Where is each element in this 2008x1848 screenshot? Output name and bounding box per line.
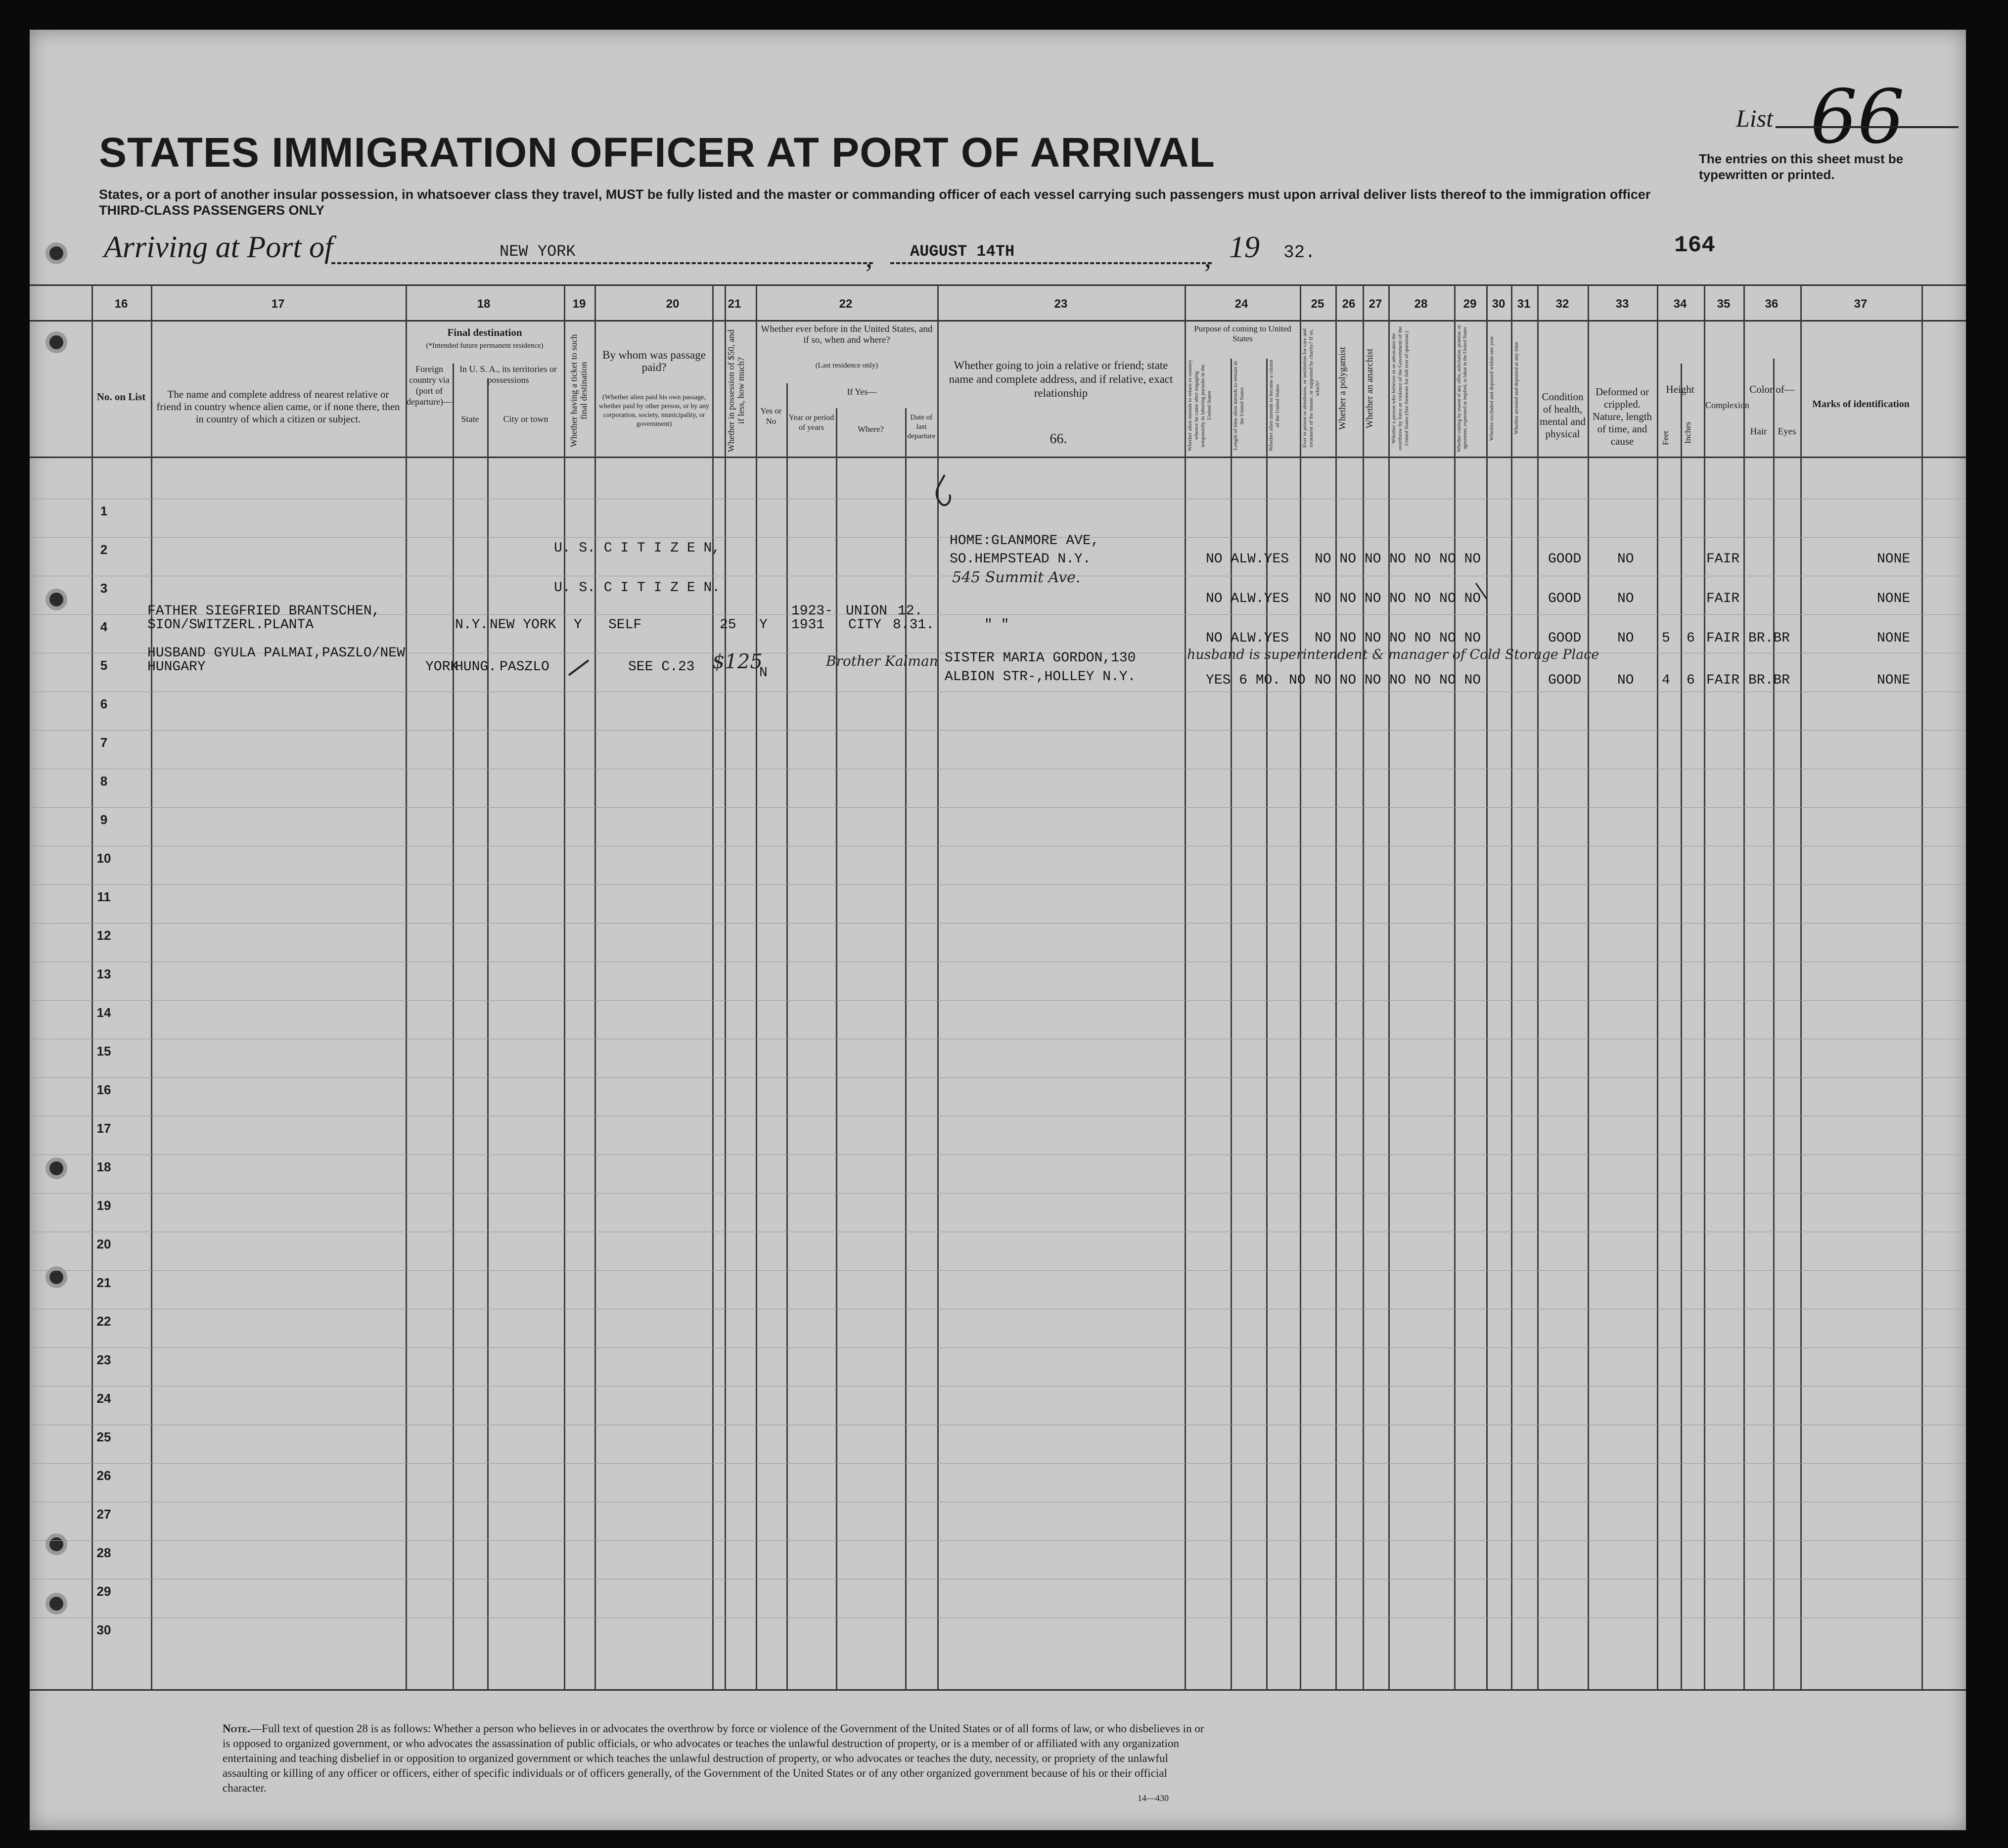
table-row: 6 bbox=[1687, 673, 1695, 688]
table-row: N.Y. bbox=[455, 617, 489, 633]
handwritten-note: 545 Summit Ave. bbox=[952, 569, 1081, 586]
header-year-period: Year or period of years bbox=[788, 414, 834, 432]
row-number: 23 bbox=[96, 1352, 111, 1367]
header-marks: Marks of identification bbox=[1812, 399, 1910, 410]
table-row: FAIR bbox=[1706, 591, 1740, 606]
header-excluded: Whether excluded and deported within one year bbox=[1489, 336, 1495, 441]
header-labor-offer: Whether coming by reason of any offer, solicitation, promise, or agreement, expressed or implied, to labor in the United States bbox=[1457, 324, 1468, 452]
footnote-text: —Full text of question 28 is as follows: Whether a person who believes in or advocates the overthrow by force or violence of the Government of the United States or of all forms of law, or who disbelieves in or is opposed to organized government, or who advocates the assassination of public officials, or who advocates or teaches the unlawful destruction of property, or is a member of or affiliated with any organization entertaining and teaching disbelief in or opposition to organized government or which teaches the unlawful destruction of property, or who advocates or teaches the duty, necessity, or propriety of the unlawful assaulting or killing of any officer or officers, either of specific individuals or of officers generally, of the Government of the United States or of any other organized government because of his or their official character. bbox=[223, 1722, 1204, 1794]
header-final-destination: Final destination bbox=[447, 326, 522, 338]
list-underline bbox=[1776, 126, 1959, 128]
table-row: SISTER MARIA GORDON,130 bbox=[945, 650, 1136, 666]
table-row: FATHER SIEGFRIED BRANTSCHEN, bbox=[147, 603, 380, 619]
row-number: 25 bbox=[96, 1430, 111, 1444]
header-eyes: Eyes bbox=[1778, 426, 1796, 437]
manifest-sheet bbox=[30, 30, 1966, 1830]
table-top-rule bbox=[30, 284, 1966, 286]
row-number: 5 bbox=[100, 658, 108, 673]
table-row: YORK bbox=[425, 659, 459, 675]
column-number: 18 bbox=[477, 297, 491, 311]
table-row: HOME:GLANMORE AVE, bbox=[950, 533, 1099, 549]
table-row: FAIR bbox=[1706, 552, 1740, 567]
manifest-table bbox=[30, 284, 1966, 1709]
table-row: BR.BR bbox=[1748, 673, 1790, 688]
header-in-usa: In U. S. A., its territories or possessions bbox=[459, 364, 557, 385]
row-number: 27 bbox=[96, 1507, 111, 1522]
header-if-yes: If Yes— bbox=[847, 387, 877, 397]
table-row: NONE bbox=[1877, 552, 1911, 567]
column-number: 26 bbox=[1342, 297, 1356, 311]
header-ticket: Whether having a ticket to such final destination bbox=[569, 334, 589, 448]
header-feet: Feet bbox=[1661, 430, 1670, 445]
column-number: 32 bbox=[1555, 297, 1569, 311]
column-number: 29 bbox=[1463, 297, 1477, 311]
column-number: 30 bbox=[1492, 297, 1506, 311]
header-bottom-rule bbox=[30, 457, 1966, 458]
row-rule bbox=[30, 1463, 1966, 1464]
header-purpose-length: Length of time alien intends to remain in the United States bbox=[1232, 361, 1245, 450]
row-rule bbox=[30, 1077, 1966, 1078]
table-row: N bbox=[759, 665, 768, 681]
column-number: 28 bbox=[1414, 297, 1428, 311]
table-row: Y bbox=[574, 617, 582, 633]
table-row: GOOD bbox=[1548, 552, 1582, 567]
table-row: 4 bbox=[1662, 673, 1670, 688]
row-number: 12 bbox=[96, 928, 111, 943]
row-number: 11 bbox=[97, 889, 111, 904]
column-number: 31 bbox=[1517, 297, 1531, 311]
table-row: 8.31. bbox=[893, 617, 935, 633]
header-purpose-return: Whether alien intends to return to country whence he came after engaging temporarily in laboring pursuits in the United States bbox=[1187, 360, 1212, 452]
footnote-label: Note. bbox=[223, 1722, 251, 1735]
table-row: 6 bbox=[1687, 631, 1695, 646]
header-complexion: Complexion bbox=[1705, 400, 1749, 410]
header-final-destination-note: (*Intended future permanent residence) bbox=[426, 342, 544, 350]
header-height: Height bbox=[1666, 383, 1694, 395]
row-number: 13 bbox=[96, 967, 111, 981]
year-prefix: 19 bbox=[1229, 231, 1260, 264]
column-number: 35 bbox=[1717, 297, 1731, 311]
column-number: 23 bbox=[1054, 297, 1068, 311]
row-rule bbox=[30, 884, 1966, 885]
row-number: 20 bbox=[96, 1237, 111, 1251]
table-row: HUSBAND GYULA PALMAI,PASZLO/NEW bbox=[147, 646, 405, 661]
table-row: HUNGARY bbox=[147, 659, 206, 675]
row-number: 14 bbox=[96, 1005, 111, 1020]
row-number: 1 bbox=[100, 504, 108, 518]
arriving-label: Arriving at Port of bbox=[104, 231, 333, 264]
column-number: 16 bbox=[114, 297, 128, 311]
row-number: 7 bbox=[100, 735, 108, 750]
check-mark bbox=[1474, 581, 1489, 601]
year-suffix: 32. bbox=[1283, 242, 1316, 263]
header-anarchist: Whether an anarchist bbox=[1365, 348, 1375, 428]
header-purpose: Purpose of coming to United States bbox=[1194, 324, 1291, 343]
table-row: NO bbox=[1617, 552, 1634, 567]
header-ever-before: Whether ever before in the United States, and if so, when and where? bbox=[761, 324, 933, 345]
row-rule bbox=[30, 1000, 1966, 1001]
header-health: Condition of health, mental and physical bbox=[1540, 391, 1586, 440]
table-row: PASZLO bbox=[500, 659, 549, 675]
column-number: 33 bbox=[1615, 297, 1629, 311]
row-rule bbox=[30, 923, 1966, 924]
row-number: 16 bbox=[96, 1082, 111, 1097]
header-overthrow: Whether a person who believes in or advocates the overthrow by force or violence of the Government of the United States (See footnote for full text of question.) bbox=[1391, 326, 1410, 451]
header-inches: Inches bbox=[1683, 421, 1692, 444]
table-row: ALBION STR-,HOLLEY N.Y. bbox=[945, 669, 1136, 685]
header-hair: Hair bbox=[1750, 426, 1767, 437]
row-number: 6 bbox=[100, 696, 108, 711]
table-row: 12. bbox=[898, 603, 923, 619]
header-prison: Ever in prison or almshouse, or institution for care and treatment of the insane, or supported by charity? If so, which? bbox=[1302, 328, 1321, 448]
table-row: NO NO NO NO NO NO NO bbox=[1315, 673, 1481, 688]
table-row: SEE C.23 bbox=[628, 659, 695, 675]
column-number: 37 bbox=[1854, 297, 1868, 311]
binder-hole bbox=[46, 242, 67, 264]
table-row: SION/SWITZERL.PLANTA bbox=[147, 617, 314, 633]
table-row: NO NO NO NO NO NO NO bbox=[1315, 631, 1481, 646]
table-row: NO NO NO NO NO NO NO bbox=[1315, 552, 1481, 567]
table-row: NO ALW.YES bbox=[1206, 631, 1289, 646]
row-rule bbox=[30, 1617, 1966, 1618]
sheet-number: 164 bbox=[1674, 232, 1715, 258]
row-rule bbox=[30, 1347, 1966, 1348]
row-number: 22 bbox=[96, 1314, 111, 1329]
row-number: 8 bbox=[100, 774, 108, 788]
table-row: " " bbox=[984, 617, 1009, 633]
table-row: BR.BR bbox=[1748, 631, 1790, 646]
table-row: GOOD bbox=[1548, 631, 1582, 646]
port-fill-line bbox=[331, 262, 873, 264]
arrival-port: NEW YORK bbox=[500, 242, 576, 261]
table-row: NONE bbox=[1877, 631, 1911, 646]
row-number: 29 bbox=[96, 1584, 111, 1599]
table-row: 25 bbox=[720, 617, 736, 633]
header-city: City or town bbox=[503, 414, 548, 424]
table-row: Y bbox=[759, 617, 768, 633]
row-number: 3 bbox=[100, 581, 108, 596]
date-fill-line bbox=[890, 262, 1212, 264]
table-row: NO bbox=[1617, 591, 1634, 606]
column-number-rule bbox=[30, 320, 1966, 322]
row-rule bbox=[30, 730, 1966, 731]
handwritten-amount: $125 bbox=[712, 650, 763, 673]
table-row: FAIR bbox=[1706, 631, 1740, 646]
form-subtitle: States, or a port of another insular possession, in whatsoever class they travel, MUST be fully listed and the master or commanding officer of each vessel carrying such passengers must upon arrival deliver lists thereof to the immigration officer bbox=[99, 187, 1651, 202]
column-number: 21 bbox=[728, 297, 741, 311]
table-row: UNION bbox=[846, 603, 888, 619]
header-nearest-relative: The name and complete address of nearest relative or friend in country whence alien came, or if none there, then in country of which a citizen or subject. bbox=[156, 388, 400, 425]
column-number: 17 bbox=[271, 297, 285, 311]
table-row: YES 6 MO. NO bbox=[1206, 673, 1306, 688]
row-rule bbox=[30, 807, 1966, 808]
handwritten-note: Brother Kalman bbox=[826, 653, 938, 669]
row-number: 9 bbox=[100, 812, 108, 827]
column-number: 25 bbox=[1311, 297, 1324, 311]
row-number: 2 bbox=[100, 542, 108, 557]
table-row: U. S. C I T I Z E N. bbox=[554, 580, 721, 596]
table-row: NONE bbox=[1877, 673, 1911, 688]
check-mark bbox=[566, 658, 591, 678]
row-number: 30 bbox=[96, 1622, 111, 1637]
row-number: 10 bbox=[96, 851, 111, 866]
column-number: 36 bbox=[1765, 297, 1779, 311]
row-number: 17 bbox=[96, 1121, 111, 1136]
table-row: SO.HEMPSTEAD N.Y. bbox=[950, 552, 1091, 567]
table-row: SELF bbox=[608, 617, 642, 633]
arrival-date: AUGUST 14TH bbox=[910, 242, 1015, 261]
column-number: 20 bbox=[666, 297, 680, 311]
row-number: 28 bbox=[96, 1545, 111, 1560]
row-number: 18 bbox=[96, 1159, 111, 1174]
check-mark bbox=[930, 472, 959, 517]
header-arrested: Whether arrested and deported at any time bbox=[1513, 342, 1519, 435]
column-number: 19 bbox=[572, 297, 586, 311]
list-number: 66 bbox=[1810, 74, 1905, 160]
table-row: NO NO NO NO NO NO NO bbox=[1315, 591, 1481, 606]
header-color-of: Color of— bbox=[1749, 383, 1795, 395]
header-possession-50: Whether in possession of $50, and if less, how much? bbox=[726, 329, 746, 452]
form-title: STATES IMMIGRATION OFFICER AT PORT OF ARRIVAL bbox=[99, 129, 1215, 176]
header-where: Where? bbox=[858, 424, 884, 434]
row-number: 4 bbox=[100, 619, 108, 634]
header-passage-note: (Whether alien paid his own passage, whether paid by other person, or by any corporation, society, municipality, or government) bbox=[598, 394, 710, 428]
header-state: State bbox=[461, 414, 479, 424]
header-ever-before-note: (Last residence only) bbox=[815, 362, 878, 370]
header-foreign-country: Foreign country via (port of departure)— bbox=[407, 364, 452, 407]
table-row: NO bbox=[1617, 631, 1634, 646]
row-number: 15 bbox=[96, 1044, 111, 1059]
header-purpose-citizen: Whether alien intends to become a citizen of the United States bbox=[1268, 360, 1280, 452]
comma-separator: , bbox=[1204, 243, 1211, 274]
row-rule bbox=[30, 1540, 1966, 1541]
row-number: 24 bbox=[96, 1391, 111, 1406]
header-join-number: 66. bbox=[1050, 431, 1067, 447]
form-code: 14—430 bbox=[1138, 1793, 1169, 1803]
table-row: FAIR bbox=[1706, 673, 1740, 688]
typewritten-instruction: The entries on this sheet must be typewritten or printed. bbox=[1699, 151, 1904, 182]
list-label: List bbox=[1736, 104, 1774, 132]
row-number: 19 bbox=[96, 1198, 111, 1213]
table-row: NO ALW.YES bbox=[1206, 591, 1289, 606]
table-row: GOOD bbox=[1548, 591, 1582, 606]
header-yes-no: Yes or No bbox=[760, 406, 782, 426]
header-join-relative: Whether going to join a relative or friend; state name and complete address, and if relative, exact relationship bbox=[949, 359, 1173, 399]
handwritten-note: husband is superintendent & manager of Cold Storage Place bbox=[1187, 647, 1599, 662]
table-row: 1931 bbox=[791, 617, 825, 633]
table-row: HUNG. bbox=[455, 659, 497, 675]
table-row: 5 bbox=[1662, 631, 1670, 646]
table-row: NO bbox=[1617, 673, 1634, 688]
header-no-on-list: No. on List bbox=[96, 391, 146, 403]
header-polygamist: Whether a polygamist bbox=[1337, 347, 1348, 430]
row-number: 21 bbox=[96, 1275, 111, 1290]
table-row: NEW YORK bbox=[490, 617, 556, 633]
form-class-line: THIRD-CLASS PASSENGERS ONLY bbox=[99, 203, 325, 218]
table-row: CITY bbox=[848, 617, 882, 633]
column-number: 34 bbox=[1673, 297, 1687, 311]
table-row: U. S. C I T I Z E N, bbox=[554, 541, 721, 556]
row-number: 26 bbox=[96, 1468, 111, 1483]
row-rule bbox=[30, 1193, 1966, 1194]
column-number: 22 bbox=[839, 297, 853, 311]
comma-separator: , bbox=[866, 243, 872, 274]
table-row: NO ALW.YES bbox=[1206, 552, 1289, 567]
column-number: 24 bbox=[1234, 297, 1248, 311]
header-departure-date: Date of last departure bbox=[907, 414, 936, 440]
table-bottom-rule bbox=[30, 1689, 1966, 1691]
column-number: 27 bbox=[1369, 297, 1382, 311]
footnote bbox=[223, 1721, 1212, 1796]
table-row: 1923- bbox=[791, 603, 833, 619]
header-passage-paid: By whom was passage paid? bbox=[602, 349, 706, 373]
table-row: NONE bbox=[1877, 591, 1911, 606]
header-deformed: Deformed or crippled. Nature, length of time, and cause bbox=[1592, 386, 1652, 447]
row-rule bbox=[30, 1270, 1966, 1271]
table-row: GOOD bbox=[1548, 673, 1582, 688]
